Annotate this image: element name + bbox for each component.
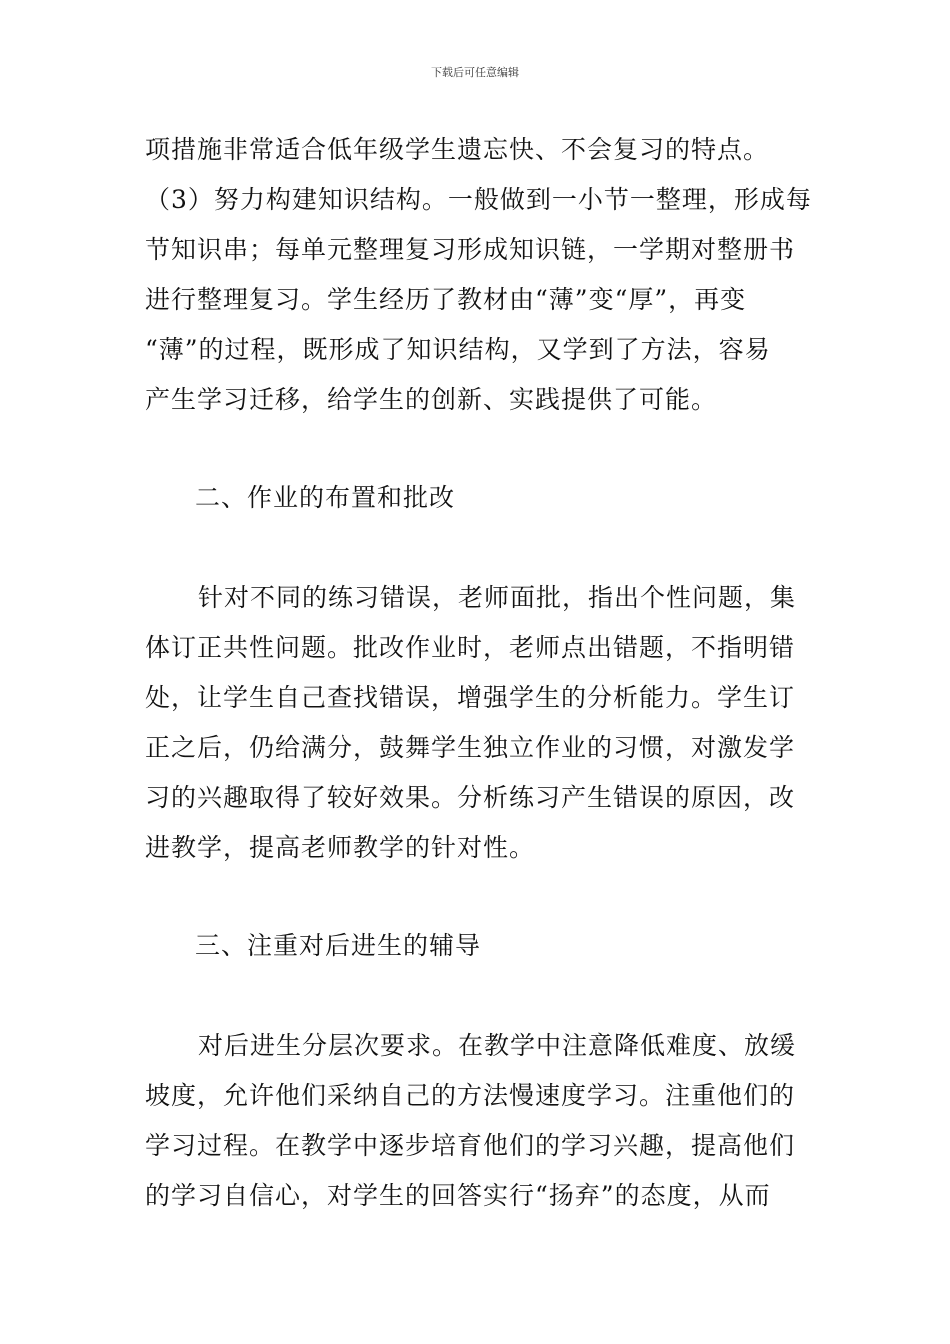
- section-heading: 二、作业的布置和批改: [195, 483, 456, 512]
- section-heading: 三、注重对后进生的辅导: [195, 931, 482, 960]
- paragraph-line: 学习过程。在教学中逐步培育他们的学习兴趣，提高他们: [145, 1131, 796, 1160]
- paragraph-line: “薄”的过程，既形成了知识结构，又学到了方法，容易: [145, 335, 771, 364]
- paragraph-line: 进教学，提高老师教学的针对性。: [145, 833, 536, 862]
- paragraph-line: 体订正共性问题。批改作业时，老师点出错题，不指明错: [145, 633, 796, 662]
- paragraph-line: 项措施非常适合低年级学生遗忘快、不会复习的特点。: [145, 135, 770, 164]
- paragraph-line: 正之后，仍给满分，鼓舞学生独立作业的习惯，对激发学: [145, 733, 796, 762]
- paragraph-line: 针对不同的练习错误，老师面批，指出个性问题，集: [198, 583, 797, 612]
- paragraph-line: 产生学习迁移，给学生的创新、实践提供了可能。: [145, 385, 718, 414]
- paragraph-line: 的学习自信心，对学生的回答实行“扬弃”的态度，从而: [145, 1181, 771, 1210]
- paragraph-line: 对后进生分层次要求。在教学中注意降低难度、放缓: [198, 1031, 797, 1060]
- paragraph-line: 处，让学生自己查找错误，增强学生的分析能力。学生订: [145, 683, 796, 712]
- page-header: 下载后可任意编辑: [431, 66, 519, 79]
- paragraph-line: 坡度，允许他们采纳自己的方法慢速度学习。注重他们的: [145, 1081, 796, 1110]
- paragraph-line: 习的兴趣取得了较好效果。分析练习产生错误的原因，改: [145, 783, 796, 812]
- paragraph-line: 进行整理复习。学生经历了教材由“薄”变“厚”，再变: [145, 285, 747, 314]
- paragraph-line: 节知识串；每单元整理复习形成知识链，一学期对整册书: [145, 235, 796, 264]
- paragraph-line: （3）努力构建知识结构。一般做到一小节一整理，形成每: [145, 185, 812, 214]
